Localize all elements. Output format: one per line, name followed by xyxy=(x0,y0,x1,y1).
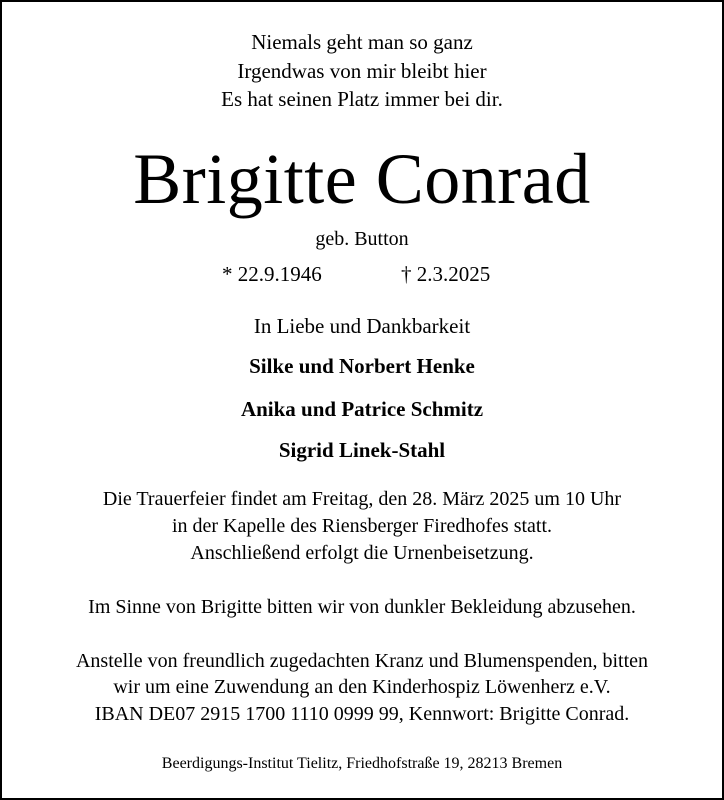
dress-note: Im Sinne von Brigitte bitten wir von dunkler Bekleidung abzusehen. xyxy=(88,596,636,618)
ceremony-line-1: Die Trauerfeier findet am Freitag, den 28. März 2025 um 10 Uhr xyxy=(102,488,622,510)
donation-line-2: wir um eine Zuwendung an den Kinderhospiz Löwenherz e.V. xyxy=(113,676,611,698)
poem-line-2: Irgendwas von mir bleibt hier xyxy=(237,59,487,83)
donation-line-3: IBAN DE07 2915 1700 1110 0999 99, Kennwort: Brigitte Conrad. xyxy=(94,703,630,725)
birth-name: geb. Button xyxy=(315,228,409,250)
death-date: † 2.3.2025 xyxy=(401,262,491,286)
ceremony-line-2: in der Kapelle des Riensberger Firedhofes statt. xyxy=(171,515,553,537)
poem-line-3: Es hat seinen Platz immer bei dir. xyxy=(221,87,503,111)
mourner-name: Silke und Norbert Henke xyxy=(249,354,475,378)
mourners-intro: In Liebe und Dankbarkeit xyxy=(253,314,471,338)
mourner-name: Sigrid Linek-Stahl xyxy=(278,438,446,462)
ceremony-line-3: Anschließend erfolgt die Urnenbeisetzung. xyxy=(190,542,534,564)
deceased-name: Brigitte Conrad xyxy=(133,139,591,219)
funeral-home-footer: Beerdigungs-Institut Tielitz, Friedhofstraße 19, 28213 Bremen xyxy=(161,755,563,772)
donation-line-1: Anstelle von freundlich zugedachten Kranz und Blumenspenden, bitten xyxy=(75,650,649,672)
poem-line-1: Niemals geht man so ganz xyxy=(251,30,473,54)
mourner-name: Anika und Patrice Schmitz xyxy=(240,397,484,421)
birth-date: * 22.9.1946 xyxy=(222,262,322,286)
